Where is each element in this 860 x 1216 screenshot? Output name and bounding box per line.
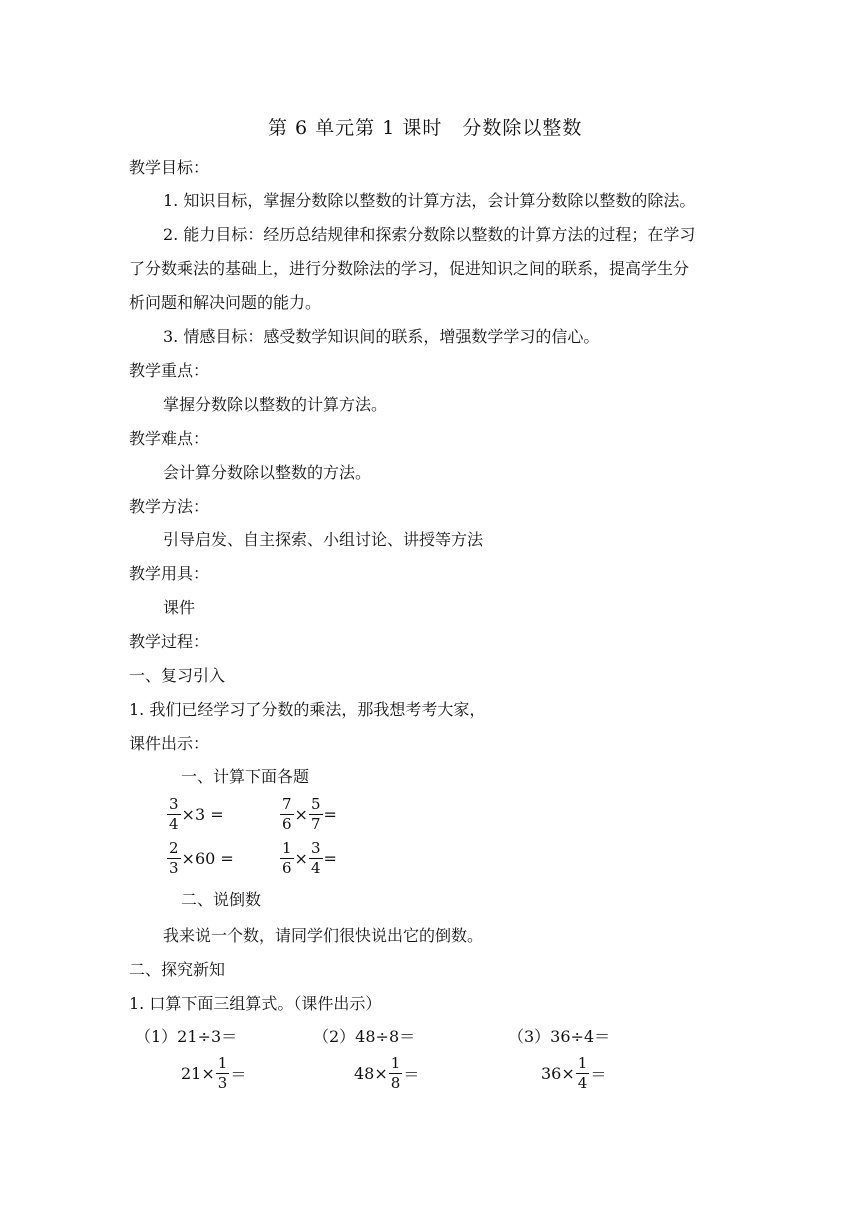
fraction	[280, 838, 294, 877]
fraction	[167, 838, 181, 877]
goal-3: 3. 情感目标：感受数学知识间的联系，增强数学学习的信心。	[163, 327, 600, 346]
section-2-heading: 二、探究新知	[129, 960, 226, 979]
equals-sign: ＝	[590, 1064, 607, 1084]
multiplication-head: 48×	[354, 1063, 388, 1083]
page-title: 第 6 单元第 1 课时 分数除以整数	[268, 117, 583, 139]
key-heading: 教学重点：	[129, 361, 210, 380]
section-1-heading: 一、复习引入	[129, 666, 226, 685]
denominator: 7	[310, 814, 321, 833]
denominator: 3	[217, 1073, 228, 1092]
expression-tail: ×3 =	[181, 804, 224, 824]
group-3-division: （3）36÷4＝	[508, 1027, 611, 1046]
process-heading: 教学过程：	[129, 632, 210, 651]
goal-2-line-2: 了分数乘法的基础上，进行分数除法的学习，促进知识之间的联系，提高学生分	[129, 259, 690, 278]
fraction	[167, 794, 181, 833]
key-text: 掌握分数除以整数的计算方法。	[163, 395, 388, 414]
tools-text: 课件	[163, 598, 196, 617]
fraction	[309, 794, 323, 833]
difficulty-text: 会计算分数除以整数的方法。	[163, 463, 372, 482]
numerator: 3	[310, 838, 321, 857]
numerator: 2	[169, 838, 179, 857]
exercise-2-text: 我来说一个数，请同学们很快说出它的倒数。	[163, 926, 484, 945]
goals-heading: 教学目标：	[129, 158, 210, 177]
expression-a	[166, 796, 224, 832]
numerator: 5	[310, 794, 321, 813]
group-2-division: （2）48÷8＝	[313, 1027, 416, 1046]
difficulty-heading: 教学难点：	[129, 429, 210, 448]
group-1-multiplication	[181, 1052, 246, 1094]
times-sign: ×	[294, 804, 308, 824]
method-text: 引导启发、自主探索、小组讨论、讲授等方法	[163, 530, 484, 549]
method-heading: 教学方法：	[129, 497, 210, 516]
group-2-multiplication	[354, 1052, 419, 1094]
denominator: 4	[310, 858, 321, 877]
equals-sign: ＝	[403, 1064, 420, 1084]
goal-2-line-1: 2. 能力目标：经历总结规律和探索分数除以整数的计算方法的过程；在学习	[163, 225, 696, 244]
fraction	[576, 1053, 590, 1092]
denominator: 4	[169, 814, 179, 833]
fraction	[280, 794, 294, 833]
expression-c	[166, 840, 234, 876]
expression-tail: =	[323, 848, 337, 868]
section-2-line-1: 1. 口算下面三组算式。（课件出示）	[129, 994, 382, 1013]
times-sign: ×	[294, 848, 308, 868]
group-1-division: （1）21÷3＝	[135, 1027, 238, 1046]
denominator: 3	[169, 858, 179, 877]
expression-tail: =	[323, 804, 337, 824]
fraction	[216, 1053, 230, 1092]
numerator: 3	[169, 794, 179, 813]
expression-b	[279, 796, 337, 832]
exercise-1-heading: 一、计算下面各题	[181, 767, 310, 786]
expression-tail: ×60 =	[181, 848, 234, 868]
numerator: 1	[577, 1053, 588, 1072]
equals-sign: ＝	[230, 1064, 247, 1084]
exercise-2-heading: 二、说倒数	[181, 890, 262, 909]
fraction	[389, 1053, 403, 1092]
expression-d	[279, 840, 337, 876]
multiplication-head: 36×	[541, 1063, 575, 1083]
multiplication-head: 21×	[181, 1063, 215, 1083]
section-1-line-1: 1. 我们已经学习了分数的乘法，那我想考考大家，	[129, 700, 486, 719]
fraction	[309, 838, 323, 877]
group-3-multiplication	[541, 1052, 606, 1094]
goal-2-line-3: 析问题和解决问题的能力。	[129, 293, 322, 312]
numerator: 7	[282, 794, 292, 813]
numerator: 1	[282, 838, 292, 857]
denominator: 6	[282, 814, 292, 833]
section-1-line-2: 课件出示：	[129, 734, 210, 753]
goal-1: 1. 知识目标，掌握分数除以整数的计算方法，会计算分数除以整数的除法。	[163, 191, 696, 210]
tools-heading: 教学用具：	[129, 564, 210, 583]
numerator: 1	[217, 1053, 228, 1072]
denominator: 4	[577, 1073, 588, 1092]
denominator: 6	[282, 858, 292, 877]
numerator: 1	[390, 1053, 401, 1072]
denominator: 8	[390, 1073, 401, 1092]
